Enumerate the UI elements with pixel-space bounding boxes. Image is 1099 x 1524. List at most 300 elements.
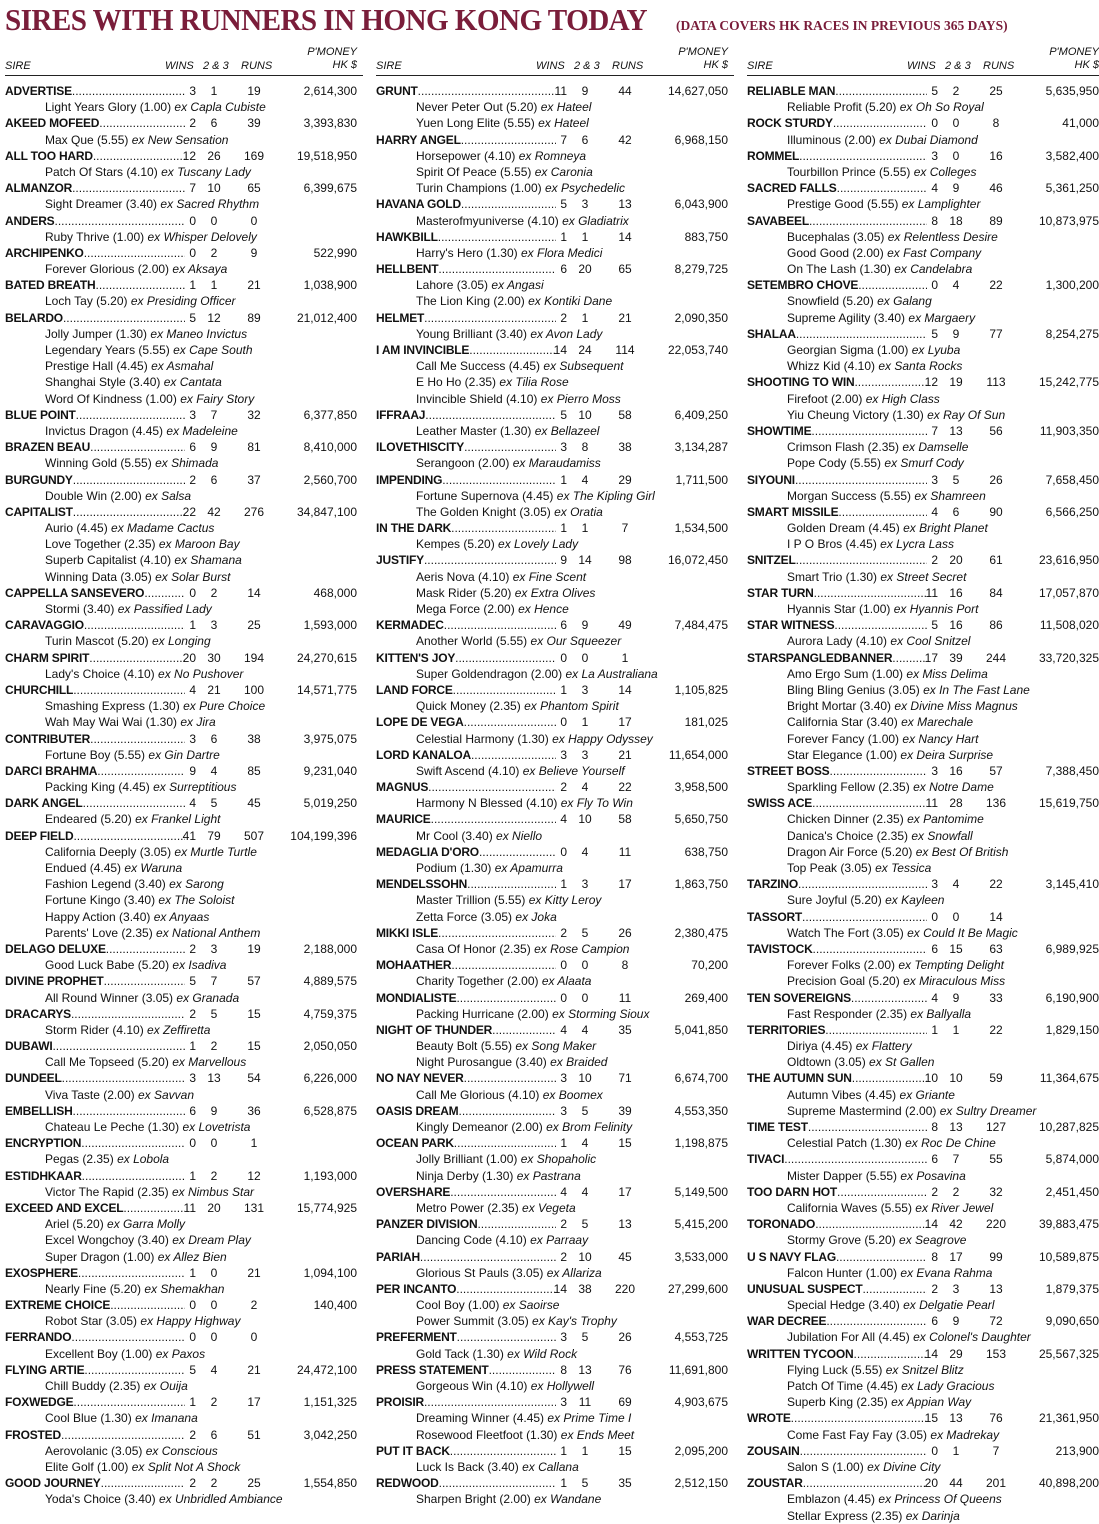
runner-dam: ex Anyaas (153, 909, 210, 924)
sire-row (747, 1410, 1099, 1426)
sire-name: SACRED FALLS ..... (747, 180, 927, 196)
sire-wins: 0 (189, 585, 196, 600)
sire-wins: 4 (931, 181, 938, 196)
runner-horse: Happy Action (3.40) (45, 909, 151, 924)
runner-row (5, 196, 363, 212)
sire-runs: 127 (985, 1120, 1007, 1134)
column-header (5, 42, 363, 76)
runner-dam: ex Cool Snitzel (890, 634, 971, 649)
runner-row (5, 488, 363, 504)
runner-horse: Sharpen Bright (2.00) (416, 1492, 531, 1507)
runner-horse: Supreme Agility (3.40) (787, 310, 906, 325)
runner-horse: Casa Of Honor (2.35) (416, 941, 531, 956)
sire-wins: 14 (924, 1217, 938, 1232)
runner-horse: Parents' Love (2.35) (45, 925, 153, 940)
runner-horse: Word Of Kindness (1.00) (45, 391, 177, 406)
sire-row (5, 973, 363, 989)
runner-row (376, 115, 734, 131)
sire-prizemoney: 6,190,900 (1045, 990, 1099, 1005)
runner-row (747, 811, 1099, 827)
sire-places: 2 (952, 1184, 960, 1199)
sire-prizemoney: 140,400 (313, 1298, 357, 1313)
sire-places: 2 (952, 84, 960, 98)
runner-horse: Spirit Of Peace (5.55) (416, 164, 532, 179)
sire-name: IMPENDING ..... (376, 472, 556, 488)
runner-horse: Flying Luck (5.55) (787, 1362, 883, 1377)
sire-runs: 38 (618, 440, 632, 455)
sire-places: 20 (949, 553, 963, 568)
runner-row (376, 374, 734, 390)
sire-prizemoney: 6,399,675 (303, 181, 357, 196)
runner-row (5, 779, 363, 795)
sire-name: DEEP FIELD ..... (5, 828, 185, 844)
sire-wins: 0 (931, 116, 938, 131)
runner-row (747, 1200, 1099, 1216)
sire-name: AKEED MOFEED ..... (5, 115, 185, 131)
sire-row (747, 909, 1099, 925)
sire-wins: 5 (189, 310, 196, 325)
sire-places: 0 (581, 990, 589, 1005)
runner-row (376, 277, 734, 293)
sire-runs: 39 (247, 116, 261, 131)
runner-row (747, 1378, 1099, 1394)
runner-horse: Lady's Choice (4.10) (45, 666, 155, 681)
header-prizemoney-line1: P'MONEY (678, 46, 728, 58)
sire-row (376, 650, 734, 666)
runner-row (747, 1362, 1099, 1378)
sire-places: 5 (210, 1006, 218, 1021)
runner-row (376, 358, 734, 374)
sire-runs: 113 (986, 375, 1006, 390)
sire-name: TEN SOVEREIGNS ..... (747, 990, 927, 1006)
runner-row (747, 245, 1099, 261)
sire-prizemoney: 14,627,050 (667, 84, 728, 98)
sire-runs: 85 (247, 763, 261, 778)
runner-dam: ex Fast Company (887, 245, 982, 260)
sire-name: DUBAWI ..... (5, 1038, 185, 1054)
sire-name: BRAZEN BEAU ..... (5, 439, 185, 455)
sire-prizemoney: 5,874,000 (1045, 1152, 1099, 1167)
sire-row (747, 374, 1099, 390)
sire-wins: 9 (560, 553, 567, 568)
sire-wins: 6 (189, 1103, 196, 1118)
runner-row (376, 423, 734, 439)
sire-wins: 4 (560, 812, 567, 827)
header-wins: WINS (907, 60, 936, 72)
sire-wins: 3 (931, 877, 938, 892)
sire-name: ALL TOO HARD ..... (5, 148, 185, 164)
sire-row (376, 229, 734, 245)
runner-dam: ex Colonel's Daughter (913, 1330, 1031, 1345)
sire-places: 30 (207, 650, 221, 665)
sire-places: 26 (207, 148, 221, 163)
sire-places: 9 (210, 1103, 218, 1118)
sire-wins: 8 (931, 213, 938, 228)
runner-horse: Fortune Kingo (3.40) (45, 893, 156, 908)
sire-places: 1 (210, 278, 218, 293)
runner-dam: ex Whisper Delovely (147, 229, 257, 244)
sire-name: ADVERTISE ..... (5, 83, 185, 99)
sire-runs: 55 (989, 1152, 1003, 1167)
sire-name: HELLBENT ..... (376, 261, 556, 277)
runner-dam: ex Fairy Story (180, 391, 255, 406)
runner-dam: ex Cape South (173, 343, 253, 357)
runner-horse: Golden Dream (4.45) (787, 521, 900, 536)
sire-prizemoney: 5,361,250 (1045, 181, 1099, 196)
header-prizemoney (1049, 46, 1099, 72)
sire-row (747, 180, 1099, 196)
runner-dam: ex Isadiva (172, 958, 227, 973)
runner-row (376, 633, 734, 649)
runner-horse: Forever Folks (2.00) (787, 958, 896, 973)
sire-wins: 10 (924, 1071, 938, 1086)
runner-horse: All Round Winner (3.05) (45, 990, 174, 1005)
sire-places: 4 (581, 1136, 589, 1151)
sire-row (376, 1475, 734, 1491)
runner-row (376, 860, 734, 876)
sire-name: EXTREME CHOICE ..... (5, 1297, 185, 1313)
sire-row (747, 83, 1099, 99)
sire-runs: 21 (247, 1265, 261, 1280)
sire-wins: 2 (931, 553, 938, 568)
sire-places: 1 (581, 1443, 589, 1458)
sire-prizemoney: 213,900 (1055, 1443, 1099, 1458)
sire-name: MOHAATHER ..... (376, 957, 556, 973)
runner-row (747, 407, 1099, 423)
sire-places: 13 (949, 423, 963, 438)
sire-places: 10 (578, 812, 592, 827)
runner-dam: ex Tilia Rose (499, 375, 569, 390)
runner-row (5, 520, 363, 536)
sire-runs: 17 (618, 877, 632, 892)
sire-prizemoney: 5,415,200 (674, 1217, 728, 1232)
runner-dam: ex Sacred Rhythm (160, 197, 260, 212)
sire-runs: 276 (243, 504, 265, 519)
sire-places: 1 (581, 521, 589, 536)
runner-horse: Mister Dapper (5.55) (787, 1168, 898, 1183)
sire-name: GRUNT ..... (376, 83, 556, 99)
runner-horse: Prestige Good (5.55) (787, 197, 899, 212)
sire-places: 20 (578, 262, 592, 277)
sire-name: ZOUSTAR ..... (747, 1475, 927, 1491)
runner-horse: Superb Capitalist (4.10) (45, 553, 172, 568)
runner-row (5, 358, 363, 374)
runner-dam: ex Tempting Delight (898, 958, 1004, 973)
runner-horse: Sure Joyful (5.20) (787, 893, 882, 908)
runner-horse: Beauty Bolt (5.55) (416, 1039, 513, 1054)
runner-horse: Yiu Cheung Victory (1.30) (787, 407, 924, 422)
runner-horse: Light Years Glory (1.00) (45, 100, 172, 115)
sire-row (747, 472, 1099, 488)
sire-row (747, 617, 1099, 633)
runner-dam: ex Murtle Turtle (174, 844, 257, 859)
sire-runs: 29 (618, 472, 632, 487)
runner-dam: ex Pantomime (907, 812, 984, 827)
sire-row (747, 1443, 1099, 1459)
sire-prizemoney: 70,200 (691, 958, 728, 973)
sire-prizemoney: 2,560,700 (303, 472, 357, 487)
runner-row (376, 504, 734, 520)
column-3 (747, 42, 1099, 1524)
sire-prizemoney: 468,000 (313, 585, 357, 600)
sire-row (5, 828, 363, 844)
sire-row (747, 1281, 1099, 1297)
sire-name: GOOD JOURNEY ..... (5, 1475, 185, 1491)
sire-prizemoney: 3,533,000 (674, 1249, 728, 1264)
sire-row (5, 1200, 363, 1216)
runner-row (747, 828, 1099, 844)
runner-dam: ex Phantom Spirit (524, 699, 619, 714)
header-prizemoney-line1: P'MONEY (1049, 46, 1099, 58)
runner-row (376, 1313, 734, 1329)
sire-wins: 3 (189, 407, 196, 422)
column-1 (5, 42, 363, 1508)
sire-runs: 90 (989, 504, 1003, 519)
runner-row (376, 1151, 734, 1167)
runner-horse: Fast Responder (2.35) (787, 1006, 908, 1021)
runner-row (747, 1297, 1099, 1313)
sire-places: 13 (578, 1362, 592, 1377)
sire-places: 6 (210, 1427, 218, 1442)
sire-prizemoney: 1,198,875 (674, 1136, 728, 1151)
sire-row (747, 504, 1099, 520)
sire-places: 3 (210, 941, 218, 956)
runner-dam: ex Seagrove (899, 1233, 967, 1248)
runner-horse: Harmony N Blessed (4.10) (416, 796, 558, 811)
runner-row (747, 1103, 1099, 1119)
runner-dam: ex Ends Meet (560, 1427, 635, 1442)
runner-dam: ex Dream Play (172, 1233, 251, 1248)
runner-dam: ex Subsequent (543, 359, 624, 374)
sire-row (376, 1103, 734, 1119)
runner-horse: Jubilation For All (4.45) (787, 1330, 910, 1345)
runner-horse: Viva Taste (2.00) (45, 1087, 135, 1102)
sire-wins: 5 (560, 197, 567, 212)
sire-places: 2 (210, 1039, 218, 1054)
runner-row (376, 1265, 734, 1281)
header-prizemoney (307, 46, 357, 72)
runner-dam: ex Hence (518, 602, 569, 616)
sire-row (376, 779, 734, 795)
sire-prizemoney: 11,508,020 (1039, 618, 1099, 633)
runner-horse: California Waves (5.55) (787, 1200, 912, 1215)
sire-prizemoney: 1,554,850 (303, 1476, 357, 1491)
sire-row (5, 277, 363, 293)
sire-places: 2 (210, 585, 218, 600)
runner-horse: Swift Ascend (4.10) (416, 763, 520, 778)
sire-places: 15 (949, 941, 963, 956)
runner-horse: Packing Hurricane (2.00) (416, 1006, 549, 1021)
runner-row (5, 1054, 363, 1070)
sire-row (5, 1135, 363, 1151)
sire-name: MAGNUS ..... (376, 779, 556, 795)
sire-runs: 15 (618, 1443, 632, 1458)
runner-dam: ex Song Maker (515, 1039, 597, 1054)
runner-dam: ex Vegeta (522, 1200, 576, 1215)
sire-places: 5 (581, 1103, 589, 1118)
runner-horse: California Star (3.40) (787, 715, 898, 730)
sire-row (376, 714, 734, 730)
runner-row (5, 633, 363, 649)
runner-horse: Firefoot (2.00) (787, 391, 863, 406)
sire-wins: 3 (189, 1071, 196, 1086)
runner-horse: Luck Is Back (3.40) (416, 1459, 519, 1474)
sire-wins: 2 (560, 1249, 567, 1264)
runner-dam: ex Angasi (491, 278, 544, 293)
sire-name: OCEAN PARK ..... (376, 1135, 556, 1151)
sire-runs: 16 (989, 148, 1003, 163)
runner-horse: Call Me Topseed (5.20) (45, 1055, 169, 1070)
sire-runs: 45 (247, 796, 261, 811)
runner-dam: ex Prime Time I (547, 1411, 632, 1426)
runner-horse: Victor The Rapid (2.35) (45, 1184, 169, 1199)
sire-wins: 2 (560, 310, 567, 325)
runner-row (5, 1491, 363, 1507)
sire-row (5, 1329, 363, 1345)
runner-row (747, 1394, 1099, 1410)
runner-dam: ex Gladiatrix (562, 213, 629, 228)
runner-dam: ex Bright Planet (903, 521, 988, 536)
sire-runs: 11 (618, 990, 632, 1005)
sire-runs: 76 (618, 1362, 632, 1377)
sire-places: 0 (952, 909, 960, 924)
sire-runs: 17 (247, 1395, 261, 1410)
runner-horse: Reliable Profit (5.20) (787, 100, 897, 115)
runner-dam: ex Braided (550, 1055, 608, 1070)
sire-runs: 81 (247, 440, 261, 455)
sire-wins: 0 (560, 715, 567, 730)
sire-prizemoney: 39,883,475 (1038, 1217, 1099, 1232)
sire-row (5, 1427, 363, 1443)
sire-row (5, 1006, 363, 1022)
header-places: 2 & 3 (574, 60, 600, 72)
runner-dam: ex Lycra Lass (880, 537, 954, 552)
sire-runs: 89 (989, 213, 1003, 228)
sire-places: 10 (578, 1071, 592, 1086)
sire-wins: 6 (931, 941, 938, 956)
runner-row (5, 132, 363, 148)
sire-prizemoney: 5,149,500 (674, 1184, 728, 1199)
runner-horse: Top Peak (3.05) (787, 861, 872, 875)
runner-horse: Bucephalas (3.05) (787, 229, 885, 244)
sire-row (5, 439, 363, 455)
runner-dam: ex Flattery (855, 1039, 912, 1054)
sire-name: BURGUNDY ..... (5, 472, 185, 488)
runner-row (747, 1459, 1099, 1475)
sire-row (5, 763, 363, 779)
sire-runs: 8 (992, 116, 1000, 131)
runner-horse: Metro Power (2.35) (416, 1200, 519, 1215)
sire-row (376, 1329, 734, 1345)
sire-name: STARSPANGLEDBANNER ..... (747, 650, 927, 666)
runner-horse: Call Me Success (4.45) (416, 359, 541, 374)
runner-row (747, 779, 1099, 795)
sire-name: SETEMBRO CHOVE ..... (747, 277, 927, 293)
sire-places: 38 (578, 1281, 592, 1296)
sire-runs: 22 (618, 780, 632, 795)
sire-row (747, 1070, 1099, 1086)
sire-places: 0 (210, 1265, 218, 1280)
sire-wins: 0 (189, 245, 196, 260)
sire-wins: 0 (189, 1330, 196, 1345)
sire-prizemoney: 2,095,200 (674, 1443, 728, 1458)
runner-dam: ex Ballyalla (910, 1006, 972, 1021)
runner-dam: ex Galang (877, 294, 932, 309)
sire-row (5, 617, 363, 633)
sire-runs: 35 (618, 1022, 632, 1037)
runner-row (5, 99, 363, 115)
sire-prizemoney: 1,534,500 (674, 521, 728, 536)
sire-wins: 1 (560, 229, 567, 244)
runner-row (376, 828, 734, 844)
sire-row (376, 261, 734, 277)
runner-row (5, 552, 363, 568)
sire-row (5, 650, 363, 666)
runner-row (376, 326, 734, 342)
runner-dam: ex Imanana (135, 1411, 198, 1426)
sire-runs: 1 (621, 650, 629, 665)
runner-horse: Leather Master (1.30) (416, 423, 532, 438)
sire-row (376, 520, 734, 536)
sire-runs: 22 (989, 278, 1003, 293)
sire-runs: 26 (618, 1330, 632, 1345)
sire-wins: 22 (182, 504, 196, 519)
sire-wins: 5 (931, 618, 938, 633)
sire-places: 1 (210, 84, 218, 98)
sire-wins: 0 (560, 844, 567, 859)
sire-runs: 58 (618, 407, 632, 422)
sire-places: 2 (210, 1476, 218, 1491)
sire-name: ALMANZOR ..... (5, 180, 185, 196)
runner-dam: ex Griante (899, 1087, 955, 1102)
runner-dam: ex Pastrana (516, 1168, 581, 1183)
sire-wins: 3 (931, 763, 938, 778)
header-runs: RUNS (612, 60, 644, 72)
runner-dam: ex Our Squeezer (530, 634, 622, 649)
sire-places: 7 (210, 407, 218, 422)
sire-places: 7 (210, 974, 218, 989)
runner-dam: ex Alaata (541, 974, 592, 989)
sire-name: FOXWEDGE ..... (5, 1394, 185, 1410)
sire-name: TARZINO ..... (747, 876, 927, 892)
sire-prizemoney: 7,388,450 (1045, 763, 1099, 778)
runner-row (376, 99, 734, 115)
runner-dam: ex Extra Olives (514, 585, 596, 600)
runner-horse: Invictus Dragon (4.45) (45, 423, 164, 438)
runner-row (747, 132, 1099, 148)
sire-name: PRESS STATEMENT ..... (376, 1362, 556, 1378)
sire-wins: 5 (189, 1362, 196, 1377)
header-prizemoney-line2: HK $ (703, 59, 728, 71)
runner-horse: Loch Tay (5.20) (45, 294, 128, 309)
sire-row (747, 585, 1099, 601)
sire-wins: 8 (931, 1120, 938, 1134)
runner-row (747, 1054, 1099, 1070)
sire-name: ESTIDHKAAR ..... (5, 1168, 185, 1184)
sire-places: 4 (581, 844, 589, 859)
sire-wins: 0 (931, 1443, 938, 1458)
sire-runs: 56 (989, 423, 1003, 438)
sire-places: 29 (949, 1346, 963, 1361)
sire-row (376, 472, 734, 488)
sire-row (5, 1297, 363, 1313)
sire-places: 9 (210, 440, 218, 455)
sire-prizemoney: 6,226,000 (303, 1071, 357, 1086)
runner-dam: ex Allariza (546, 1265, 602, 1280)
runner-horse: Mr Cool (3.40) (416, 828, 493, 843)
runner-horse: Jolly Jumper (1.30) (45, 326, 148, 341)
column-2 (376, 42, 734, 1508)
